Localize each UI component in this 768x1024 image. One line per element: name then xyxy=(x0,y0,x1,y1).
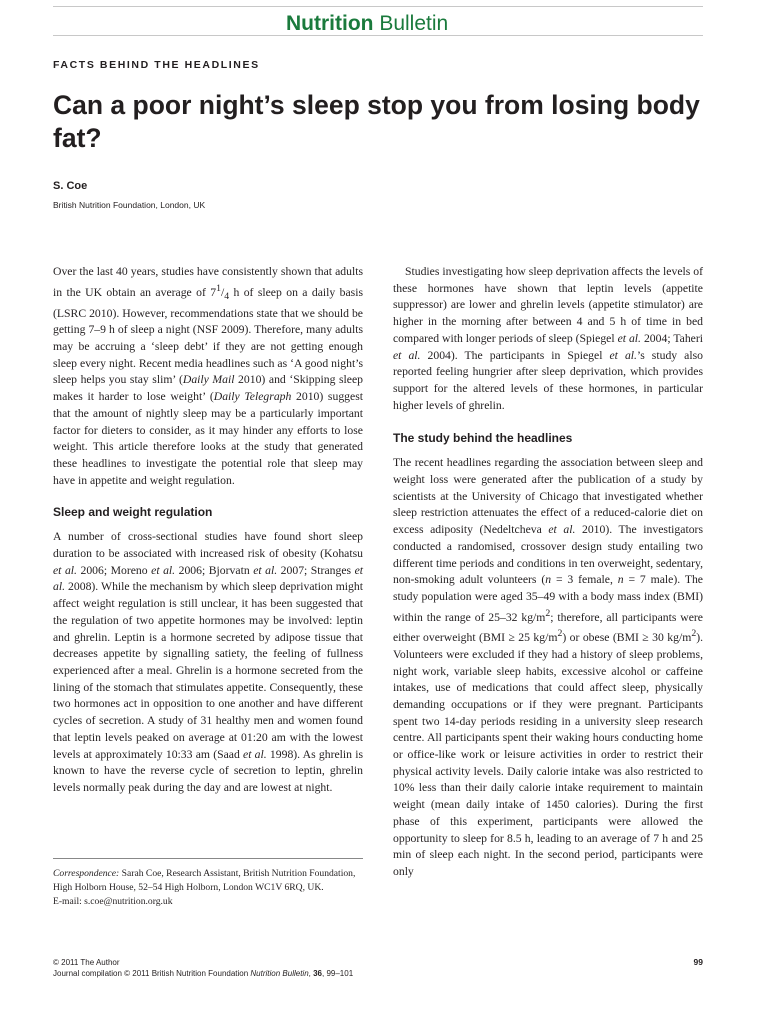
section-heading-study: The study behind the headlines xyxy=(393,431,573,446)
journal-name-bold: Nutrition xyxy=(286,12,374,35)
author-name: S. Coe xyxy=(53,180,88,192)
correspondence-text xyxy=(53,867,363,895)
correspondence-email[interactable]: E-mail: s.coe@nutrition.org.uk xyxy=(53,896,173,907)
journal-title xyxy=(286,13,448,35)
study-paragraph: The recent headlines regarding the association between sleep and weight loss were generated after the publication of a study by scientists at the University of Chicago that investigated whether sleep restriction attenuates the effect of a reduced-calorie diet on excess adiposity (Nedeltcheva et al. 2010). The investigators conducted a randomised, crossover design study entailing two different time periods and conditions in ten overweight, sedentary, non-smoking adult volunteers (n = 3 female, n = 7 male). The study population were aged 35–49 with a body mass index (BMI) within the range of 25–32 $kg/m^2$; therefore, all participants were either overweight (BMI ≥ 25 $kg/m^2$) or obese (BMI ≥ 30 $kg/m^2$). Volunteers were excluded if they had a history of sleep problems, night work, variable sleep habits, excessive alcohol or caffeine intakes, use of medications that could affect sleep, physically demanding occupations or if they were pregnant. Participants spent two 14-day periods residing in a university sleep research centre. All participants spent their waking hours conducting home or office-like work or leisure activities in order to restrict their physical activity levels. Daily calorie intake was also restricted to 10% less than their daily calorie intake requirement to maintain weight (mean daily intake of 1450 calories). During the first phase of this experiment, participants were allowed the opportunity to sleep for 8.5 h, leading to an average of 7 h and 25 min of sleep each night. In the second period, participants were only xyxy=(393,456,704,878)
correspondence-label: Correspondence: xyxy=(53,868,120,879)
page-footer xyxy=(53,957,353,979)
article-title: Can a poor night’s sleep stop you from losing body fat? xyxy=(53,90,700,153)
body-paragraph-sleep-weight: A number of cross-sectional studies have found short sleep duration to be associated with increased risk of obesity (Kohatsu et al. 2006; Moreno et al. 2006; Bjorvatn et al. 2007; Stranges et al. 2008). While the mechanism by which sleep deprivation might affect weight regulation is still unclear, it has been suggested that the regulation of two appetite hormones may be involved: leptin and ghrelin. Leptin is a hormone secreted by adipose tissue that decreases appetite by signalling satiety, the feeling of fullness experienced after a meal. Ghrelin is a hormone secreted from the lining of the stomach that stimulates appetite. Consequently, these two hormones act in opposition to one another and have different cycles of secretion. A study of 31 healthy men and women found that leptin levels peaked on average at 01:20 am with the lowest levels at approximately 10:33 am (Saad et al. 1998). As ghrelin is known to have the reverse cycle of secretion to leptin, ghrelin levels normally peak during the day and are lowest at night. xyxy=(53,530,364,794)
journal-name-light: Bulletin xyxy=(379,12,449,35)
page-number: 99 xyxy=(693,957,703,967)
author-affiliation: British Nutrition Foundation, London, UK xyxy=(53,200,206,210)
intro-paragraph: Over the last 40 years, studies have consistently shown that adults in the UK obtain an average of $7^1/_4$ h of sleep on a daily basis (LSRC 2010). However, recommendations state that we should be getting 7–9 h of sleep a night (NSF 2009). Therefore, many adults may be accruing a ‘sleep debt’ if they are not getting enough sleep every night. Recent media headlines such as ‘A good night’s sleep helps you stay slim’ (Daily Mail 2010) and ‘Skipping sleep makes it harder to lose weight’ (Daily Telegraph 2010) suggest that the amount of nightly sleep may be a particularly important factor for dieters to consider, as it may hinder any efforts to lose weight. This article therefore looks at the study that generated these headlines to investigate the potential role that sleep may have in appetite and weight regulation. xyxy=(53,265,363,487)
journal-citation: Journal compilation © 2011 British Nutrition Foundation Nutrition Bulletin, 36, 99–101 xyxy=(53,969,354,978)
left-column xyxy=(53,264,363,797)
hormone-paragraph: Studies investigating how sleep deprivation affects the levels of these hormones have shown that leptin levels (appetite suppressor) are lower and ghrelin levels (appetite stimulator) are higher in the morning after between 4 and 5 h of time in bed compared with longer periods of sleep (Spiegel et al. 2004; Taheri et al. 2004). The participants in Spiegel et al.’s study also reported feeling hungrier after sleep deprivation, which provides support for the altered levels of these hormones, in particular higher levels of ghrelin. xyxy=(393,265,704,412)
copyright-line: © 2011 The Author xyxy=(53,958,120,967)
correspondence-address: Sarah Coe, Research Assistant, British Nutrition Foundation, High Holborn House, 52–54 High Holborn, London WC1V 6RQ, UK. xyxy=(53,868,356,893)
right-column xyxy=(393,264,703,881)
correspondence-block xyxy=(53,858,363,909)
journal-masthead xyxy=(53,6,703,36)
section-heading-sleep-weight: Sleep and weight regulation xyxy=(53,505,213,520)
section-label: FACTS BEHIND THE HEADLINES xyxy=(53,59,260,71)
